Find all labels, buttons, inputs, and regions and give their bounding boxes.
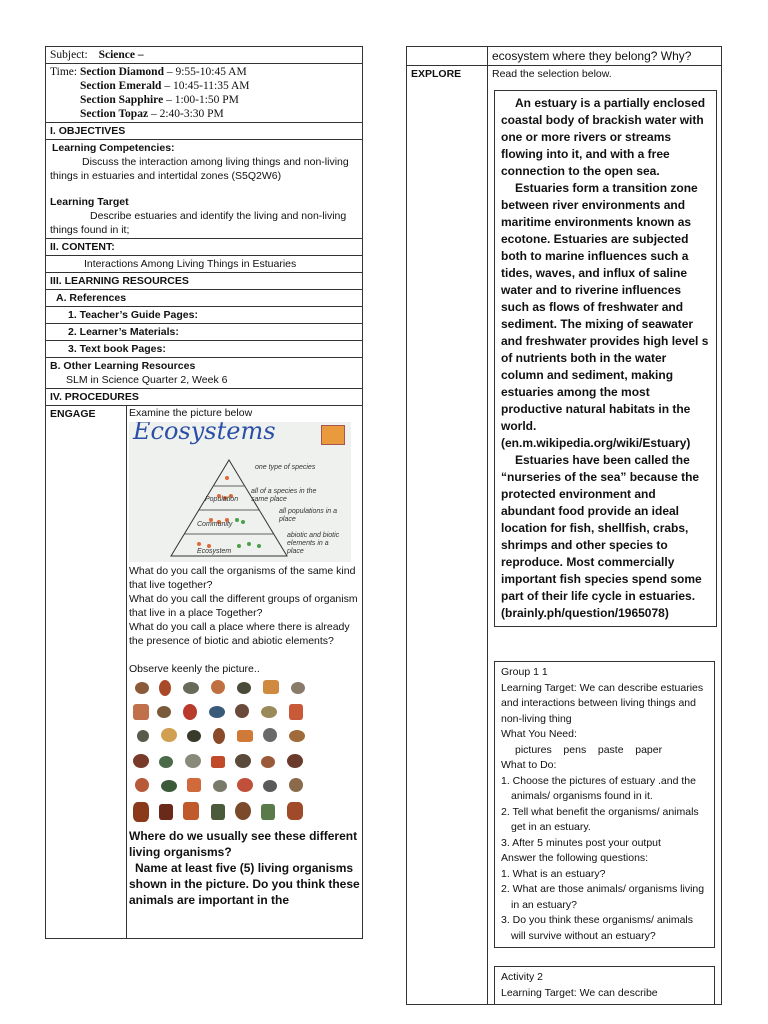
group-question: 3. Do you think these organisms/ animals will survive without an estuary?: [501, 914, 694, 942]
group-title: Group 1 1: [501, 666, 548, 678]
engage-intro: Examine the picture below: [129, 407, 253, 419]
explore-intro: Read the selection below.: [492, 68, 612, 80]
other-resources-label: B. Other Learning Resources: [50, 360, 196, 372]
todo-item: 2. Tell what benefit the organisms/ animals get in an estuary.: [501, 805, 699, 833]
ecosystems-picture: [129, 422, 351, 562]
reading-source: (en.m.wikipedia.org/wiki/Estuary): [501, 436, 691, 450]
subject-label: Subject:: [50, 49, 88, 61]
observe-text: Observe keenly the picture..: [129, 663, 260, 675]
reading-paragraph: An estuary is a partially enclosed coastal body of brackish water with one or more rivers or streams flowing into it, and with a free connection to the open sea.: [501, 96, 706, 178]
eco-label: Community: [197, 521, 233, 528]
other-resources-cell: [46, 358, 363, 389]
ref-item-textbook: 3. Text book Pages:: [46, 341, 363, 358]
objectives-cell: [46, 140, 363, 239]
eco-label: one type of species: [255, 464, 316, 471]
content-heading: II. CONTENT:: [46, 239, 363, 256]
top-left-cell: [407, 47, 488, 66]
left-column: [45, 46, 363, 939]
section-time: – 1:00-1:50 PM: [166, 94, 239, 106]
eco-label: all of a species in the same place: [251, 488, 317, 503]
reading-source: (brainly.ph/question/1965078): [501, 606, 669, 620]
name-organisms-question: Name at least five (5) living organisms shown in the picture. Do you think these animals are important in the: [129, 861, 360, 907]
where-question: Where do we usually see these different living organisms?: [129, 829, 358, 859]
section-time: – 9:55-10:45 AM: [166, 66, 247, 78]
activity2-box: [494, 966, 715, 1004]
organisms-picture: [131, 678, 321, 826]
section-time: – 10:45-11:35 AM: [164, 80, 250, 92]
engage-table: [45, 405, 363, 939]
eco-label: abiotic and biotic elements in a place: [287, 532, 340, 555]
engage-question: What do you call the different groups of organism that live in a place Together?: [129, 593, 358, 619]
references-label: A. References: [46, 290, 363, 307]
eco-label: all populations in a place: [279, 508, 337, 523]
section-name: Section Sapphire: [80, 94, 164, 106]
explore-table: [406, 46, 722, 1005]
todo-item: 3. After 5 minutes post your output: [501, 836, 661, 849]
engage-question: What do you call a place where there is already the presence of biotic and abiotic elements?: [129, 621, 350, 647]
group-question: 2. What are those animals/ organisms living in an estuary?: [501, 883, 705, 911]
left-table: [45, 46, 363, 406]
engage-content: [127, 406, 363, 939]
right-column: [406, 46, 722, 1005]
subject-cell: [46, 47, 363, 64]
other-resources-text: SLM in Science Quarter 2, Week 6: [66, 374, 228, 386]
todo-label: What to Do:: [501, 759, 557, 771]
section-name: Section Topaz: [80, 108, 149, 120]
pyramid-icon: [169, 458, 289, 558]
reading-paragraph: Estuaries form a transition zone between river environments and maritime environments known as ecotone. Estuaries are subjected both to marine influences such a tides, waves, and influx of saline water and to riverine influences such as flows of freshwater and sediment. The mixing of seawater and freshwater provides high level s of nutrients both in the water column and sediment, making estuaries among the most productive natural habitats in the world.: [501, 181, 709, 433]
time-cell: [46, 64, 363, 123]
eco-label: Population: [205, 496, 239, 503]
reading-paragraph: Estuaries have been called the “nurseries of the sea” because the protected environment and abundant food provide an ideal location for fish, shellfish, crabs, shrimps and other species to reproduce. Most commercially important fish species spend some part of their life cycle in estuaries.: [501, 453, 702, 603]
group-target: Learning Target: We can describe estuaries and interactions between living things and non-living thing: [501, 681, 704, 725]
content-text: Interactions Among Living Things in Estuaries: [46, 256, 363, 273]
resources-heading: III. LEARNING RESOURCES: [46, 273, 363, 290]
ecosystems-picture-title: Ecosystems: [133, 422, 276, 445]
section-name: Section Diamond: [79, 66, 164, 78]
need-items: pictures pens paste paper: [515, 743, 663, 756]
activity2-target: Learning Target: We can describe: [501, 986, 658, 999]
activity2-title: Activity 2: [501, 971, 544, 983]
section-time: – 2:40-3:30 PM: [150, 108, 224, 120]
todo-item: 1. Choose the pictures of estuary .and the animals/ organisms found in it.: [501, 774, 696, 802]
eco-label: Ecosystem: [197, 548, 232, 555]
objectives-heading: I. OBJECTIVES: [46, 123, 363, 140]
subject-value: Science –: [98, 49, 144, 61]
sticker-icon: [321, 425, 345, 445]
competencies-heading: Learning Competencies:: [52, 142, 175, 154]
target-text: Describe estuaries and identify the living and non-living things found in it;: [50, 210, 347, 236]
reading-selection: [494, 90, 717, 627]
top-continuation: ecosystem where they belong? Why?: [488, 47, 722, 66]
procedures-heading: IV. PROCEDURES: [46, 389, 363, 406]
target-heading: Learning Target: [50, 196, 129, 208]
section-name: Section Emerald: [80, 80, 162, 92]
group-activity-box: [494, 661, 715, 948]
ref-item-learners-materials: 2. Learner’s Materials:: [46, 324, 363, 341]
group-question: 1. What is an estuary?: [501, 867, 606, 880]
answer-label: Answer the following questions:: [501, 852, 649, 864]
ref-item-teachers-guide: 1. Teacher’s Guide Pages:: [46, 307, 363, 324]
explore-label: EXPLORE: [407, 66, 488, 1005]
competencies-text: Discuss the interaction among living things and non-living things in estuaries and intertidal zones (S5Q2W6): [50, 156, 349, 182]
explore-content: [488, 66, 722, 1005]
engage-label: ENGAGE: [46, 406, 127, 939]
need-label: What You Need:: [501, 728, 577, 740]
time-label: Time:: [50, 66, 78, 78]
engage-question: What do you call the organisms of the same kind that live together?: [129, 565, 356, 591]
